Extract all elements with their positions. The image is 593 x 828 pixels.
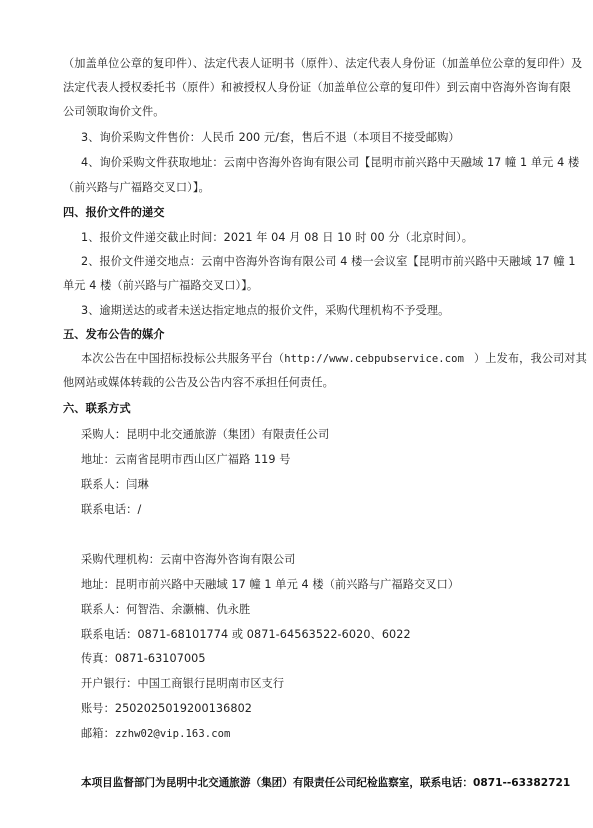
purchaser-contact: 联系人：闫琳 <box>81 478 149 491</box>
agency-address: 地址：昆明市前兴路中天融域 17 幢 1 单元 4 楼（前兴路与广福路交叉口） <box>81 578 460 591</box>
list-item: 3、逾期送达的或者未送达指定地点的报价文件，采购代理机构不予受理。 <box>81 304 450 317</box>
email-link[interactable]: zzhw02@vip.163.com <box>114 728 231 740</box>
section-heading: 四、报价文件的递交 <box>63 206 165 219</box>
text-segment: 本次公告在中国招标投标公共服务平台（ <box>81 352 285 365</box>
paragraph-line: 法定代表人授权委托书（原件）和被授权人身份证（加盖单位公章的复印件）到云南中咨海外咨询有限 <box>63 81 571 94</box>
agency-account: 账号：2502025019200136802 <box>81 702 253 715</box>
paragraph-line: 他网站或媒体转载的公告及公告内容不承担任何责任。 <box>63 376 334 389</box>
email-label: 邮箱： <box>81 727 115 740</box>
platform-url-link[interactable]: http://www.cebpubservice.com <box>284 353 464 365</box>
agency-email-line <box>81 727 230 741</box>
section-heading: 六、联系方式 <box>63 402 131 415</box>
list-item: 2、报价文件递交地点：云南中咨海外咨询有限公司 4 楼一会议室【昆明市前兴路中天融域 17 幢 1 <box>81 255 576 268</box>
list-item: 4、询价采购文件获取地址：云南中咨海外咨询有限公司【昆明市前兴路中天融域 17 幢 1 单元 4 楼 <box>81 156 580 169</box>
supervisor-note: 本项目监督部门为昆明中北交通旅游（集团）有限责任公司纪检监察室，联系电话：0871--63382721 <box>81 777 571 789</box>
list-item: 1、报价文件递交截止时间：2021 年 04 月 08 日 10 时 00 分（北京时间）。 <box>81 231 474 244</box>
section-heading: 五、发布公告的媒介 <box>63 328 165 341</box>
purchaser-address: 地址：云南省昆明市西山区广福路 119 号 <box>81 453 291 466</box>
agency-bank: 开户银行：中国工商银行昆明南市区支行 <box>81 677 285 690</box>
paragraph-line: （加盖单位公章的复印件）、法定代表人证明书（原件）、法定代表人身份证（加盖单位公章的复印件）及 <box>63 57 583 70</box>
agency-name: 采购代理机构：云南中咨海外咨询有限公司 <box>81 553 296 566</box>
agency-fax: 传真：0871-63107005 <box>81 652 206 665</box>
list-item-continuation: （前兴路与广福路交叉口）】。 <box>63 181 210 194</box>
text-segment: ）上发布，我公司对其 <box>474 352 587 365</box>
agency-phone: 联系电话：0871-68101774 或 0871-64563522-6020、6022 <box>81 628 411 641</box>
paragraph-line: 公司领取询价文件。 <box>63 105 165 118</box>
purchaser-name: 采购人：昆明中北交通旅游（集团）有限责任公司 <box>81 428 330 441</box>
agency-contact: 联系人：何智浩、余灏楠、仇永胜 <box>81 603 251 616</box>
purchaser-phone: 联系电话：/ <box>81 503 142 516</box>
list-item-continuation: 单元 4 楼（前兴路与广福路交叉口）】。 <box>63 279 259 292</box>
list-item: 3、询价采购文件售价：人民币 200 元/套，售后不退（本项目不接受邮购） <box>81 131 460 144</box>
paragraph-line <box>81 352 587 366</box>
